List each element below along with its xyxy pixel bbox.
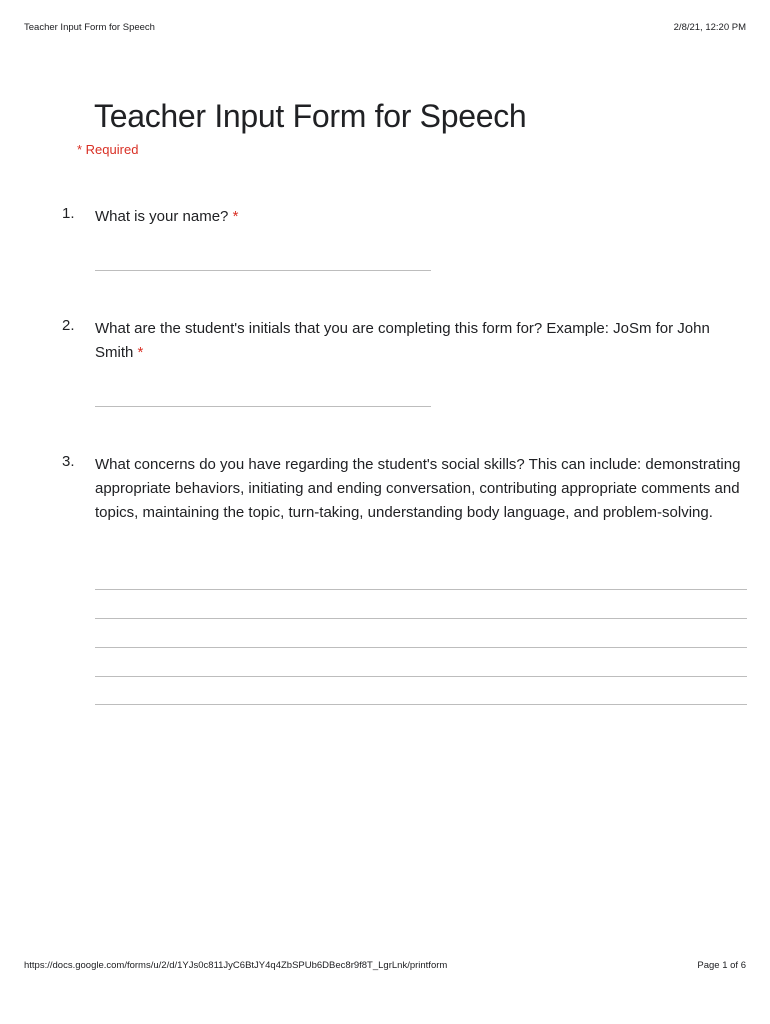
question-number: 2. <box>62 317 75 334</box>
question-number: 1. <box>62 205 75 222</box>
question-text <box>95 205 750 229</box>
question-label: What concerns do you have regarding the student's social skills? This can include: demonstrating appropriate behaviors, initiating and ending conversation, contributing appropriate comments and topics, maintaining the topic, turn-taking, understanding body language, and problem-solving. <box>95 456 741 521</box>
print-footer-page: Page 1 of 6 <box>697 960 746 971</box>
answer-line <box>95 589 747 590</box>
required-asterisk: * <box>137 344 144 361</box>
answer-line <box>95 618 747 619</box>
answer-line <box>95 676 747 677</box>
question-text <box>95 317 750 365</box>
print-header-title: Teacher Input Form for Speech <box>24 22 155 33</box>
name-answer-field[interactable] <box>95 270 431 271</box>
answer-line <box>95 647 747 648</box>
print-header-datetime: 2/8/21, 12:20 PM <box>673 22 746 33</box>
question-text <box>95 453 750 525</box>
required-note: * Required <box>77 142 139 157</box>
answer-line <box>95 704 747 705</box>
question-label: What are the student's initials that you are completing this form for? Example: JoSm for John Smith <box>95 320 710 361</box>
print-footer-url: https://docs.google.com/forms/u/2/d/1YJs0c811JyC6BtJY4q4ZbSPUb6DBec8r9f8T_LgrLnk/printform <box>24 960 448 971</box>
question-number: 3. <box>62 453 75 470</box>
question-label: What is your name? <box>95 208 229 225</box>
initials-answer-field[interactable] <box>95 406 431 407</box>
form-title: Teacher Input Form for Speech <box>94 98 527 134</box>
required-asterisk: * <box>232 208 239 225</box>
